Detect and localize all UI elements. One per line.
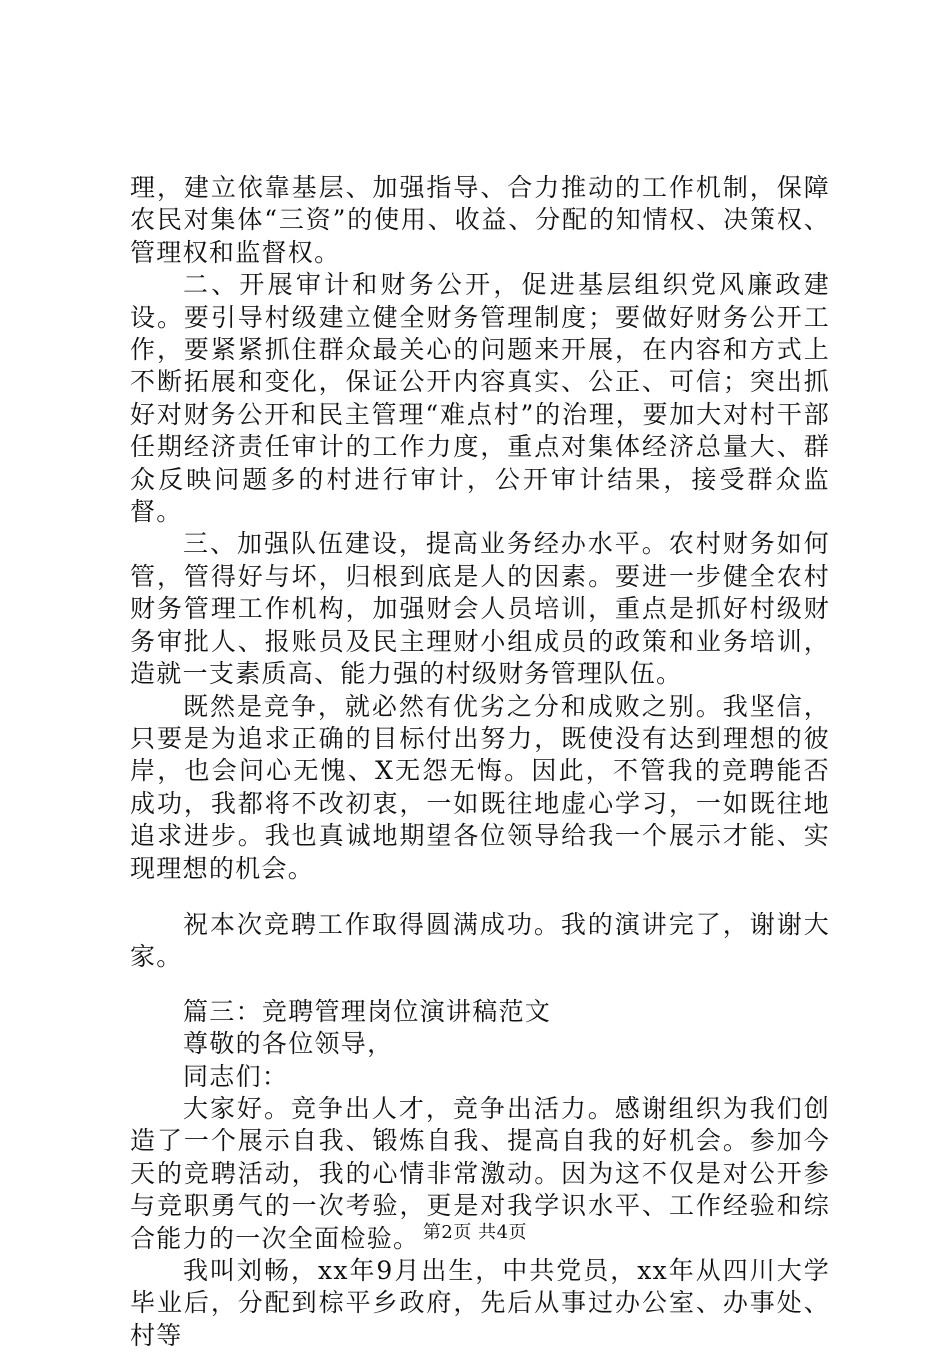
paragraph-section-two: 二、开展审计和财务公开，促进基层组织党风廉政建设。要引导村级建立健全财务管理制度；要做好财务公开工作，要紧紧抓住群众最关心的问题来开展，在内容和方式上不断拓展和变化，保证公开内容真实、公正、可信；突出抓好对财务公开和民主管理“难点村”的治理，要加大对村干部任期经济责任审计的工作力度，重点对集体经济总量大、群众反映问题多的村进行审计，公开审计结果，接受群众监督。: [130, 270, 830, 527]
paragraph-closing: 祝本次竞聘工作取得圆满成功。我的演讲完了，谢谢大家。: [130, 909, 830, 972]
document-body: [130, 172, 830, 1352]
paragraph-greeting: 大家好。竞争出人才，竞争出活力。感谢组织为我们创造了一个展示自我、锻炼自我、提高自我的好机会。参加今天的竞聘活动，我的心情非常激动。因为这不仅是对公开参与竞职勇气的一次考验，更是对我学识水平、工作经验和综合能力的一次全面检验。: [130, 1093, 830, 1253]
salutation-line: 同志们：: [183, 1061, 289, 1091]
paragraph-section-three: 三、加强队伍建设，提高业务经办水平。农村财务如何管，管得好与坏，归根到底是人的因素。要进一步健全农村财务管理工作机构，加强财会人员培训，重点是抓好村级财务审批人、报账员及民主理财小组成员的政策和业务培训，造就一支素质高、能力强的村级财务管理队伍。: [130, 529, 830, 689]
spacer: [130, 974, 830, 996]
paragraph-conclusion: 既然是竞争，就必然有优劣之分和成败之别。我坚信，只要是为追求正确的目标付出努力，既使没有达到理想的彼岸，也会问心无愧、X无怨无悔。因此，不管我的竞聘能否成功，我都将不改初衷，一如既往地虚心学习，一如既往地追求进步。我也真诚地期望各位领导给我一个展示才能、实现理想的机会。: [130, 691, 830, 883]
paragraph-introduction: 我叫刘畅，xx年9月出生，中共党员，xx年从四川大学毕业后，分配到棕平乡政府，先后从事过办公室、办事处、村等: [130, 1256, 830, 1350]
page-number-footer: 第2页 共4页: [422, 1222, 528, 1243]
salutation-line: 尊敬的各位领导，: [183, 1029, 394, 1059]
section-heading: 篇三：竞聘管理岗位演讲稿范文: [183, 996, 552, 1026]
paragraph-continuation: 理，建立依靠基层、加强指导、合力推动的工作机制，保障农民对集体“三资”的使用、收益、分配的知情权、决策权、管理权和监督权。: [130, 173, 830, 267]
spacer: [130, 885, 830, 909]
